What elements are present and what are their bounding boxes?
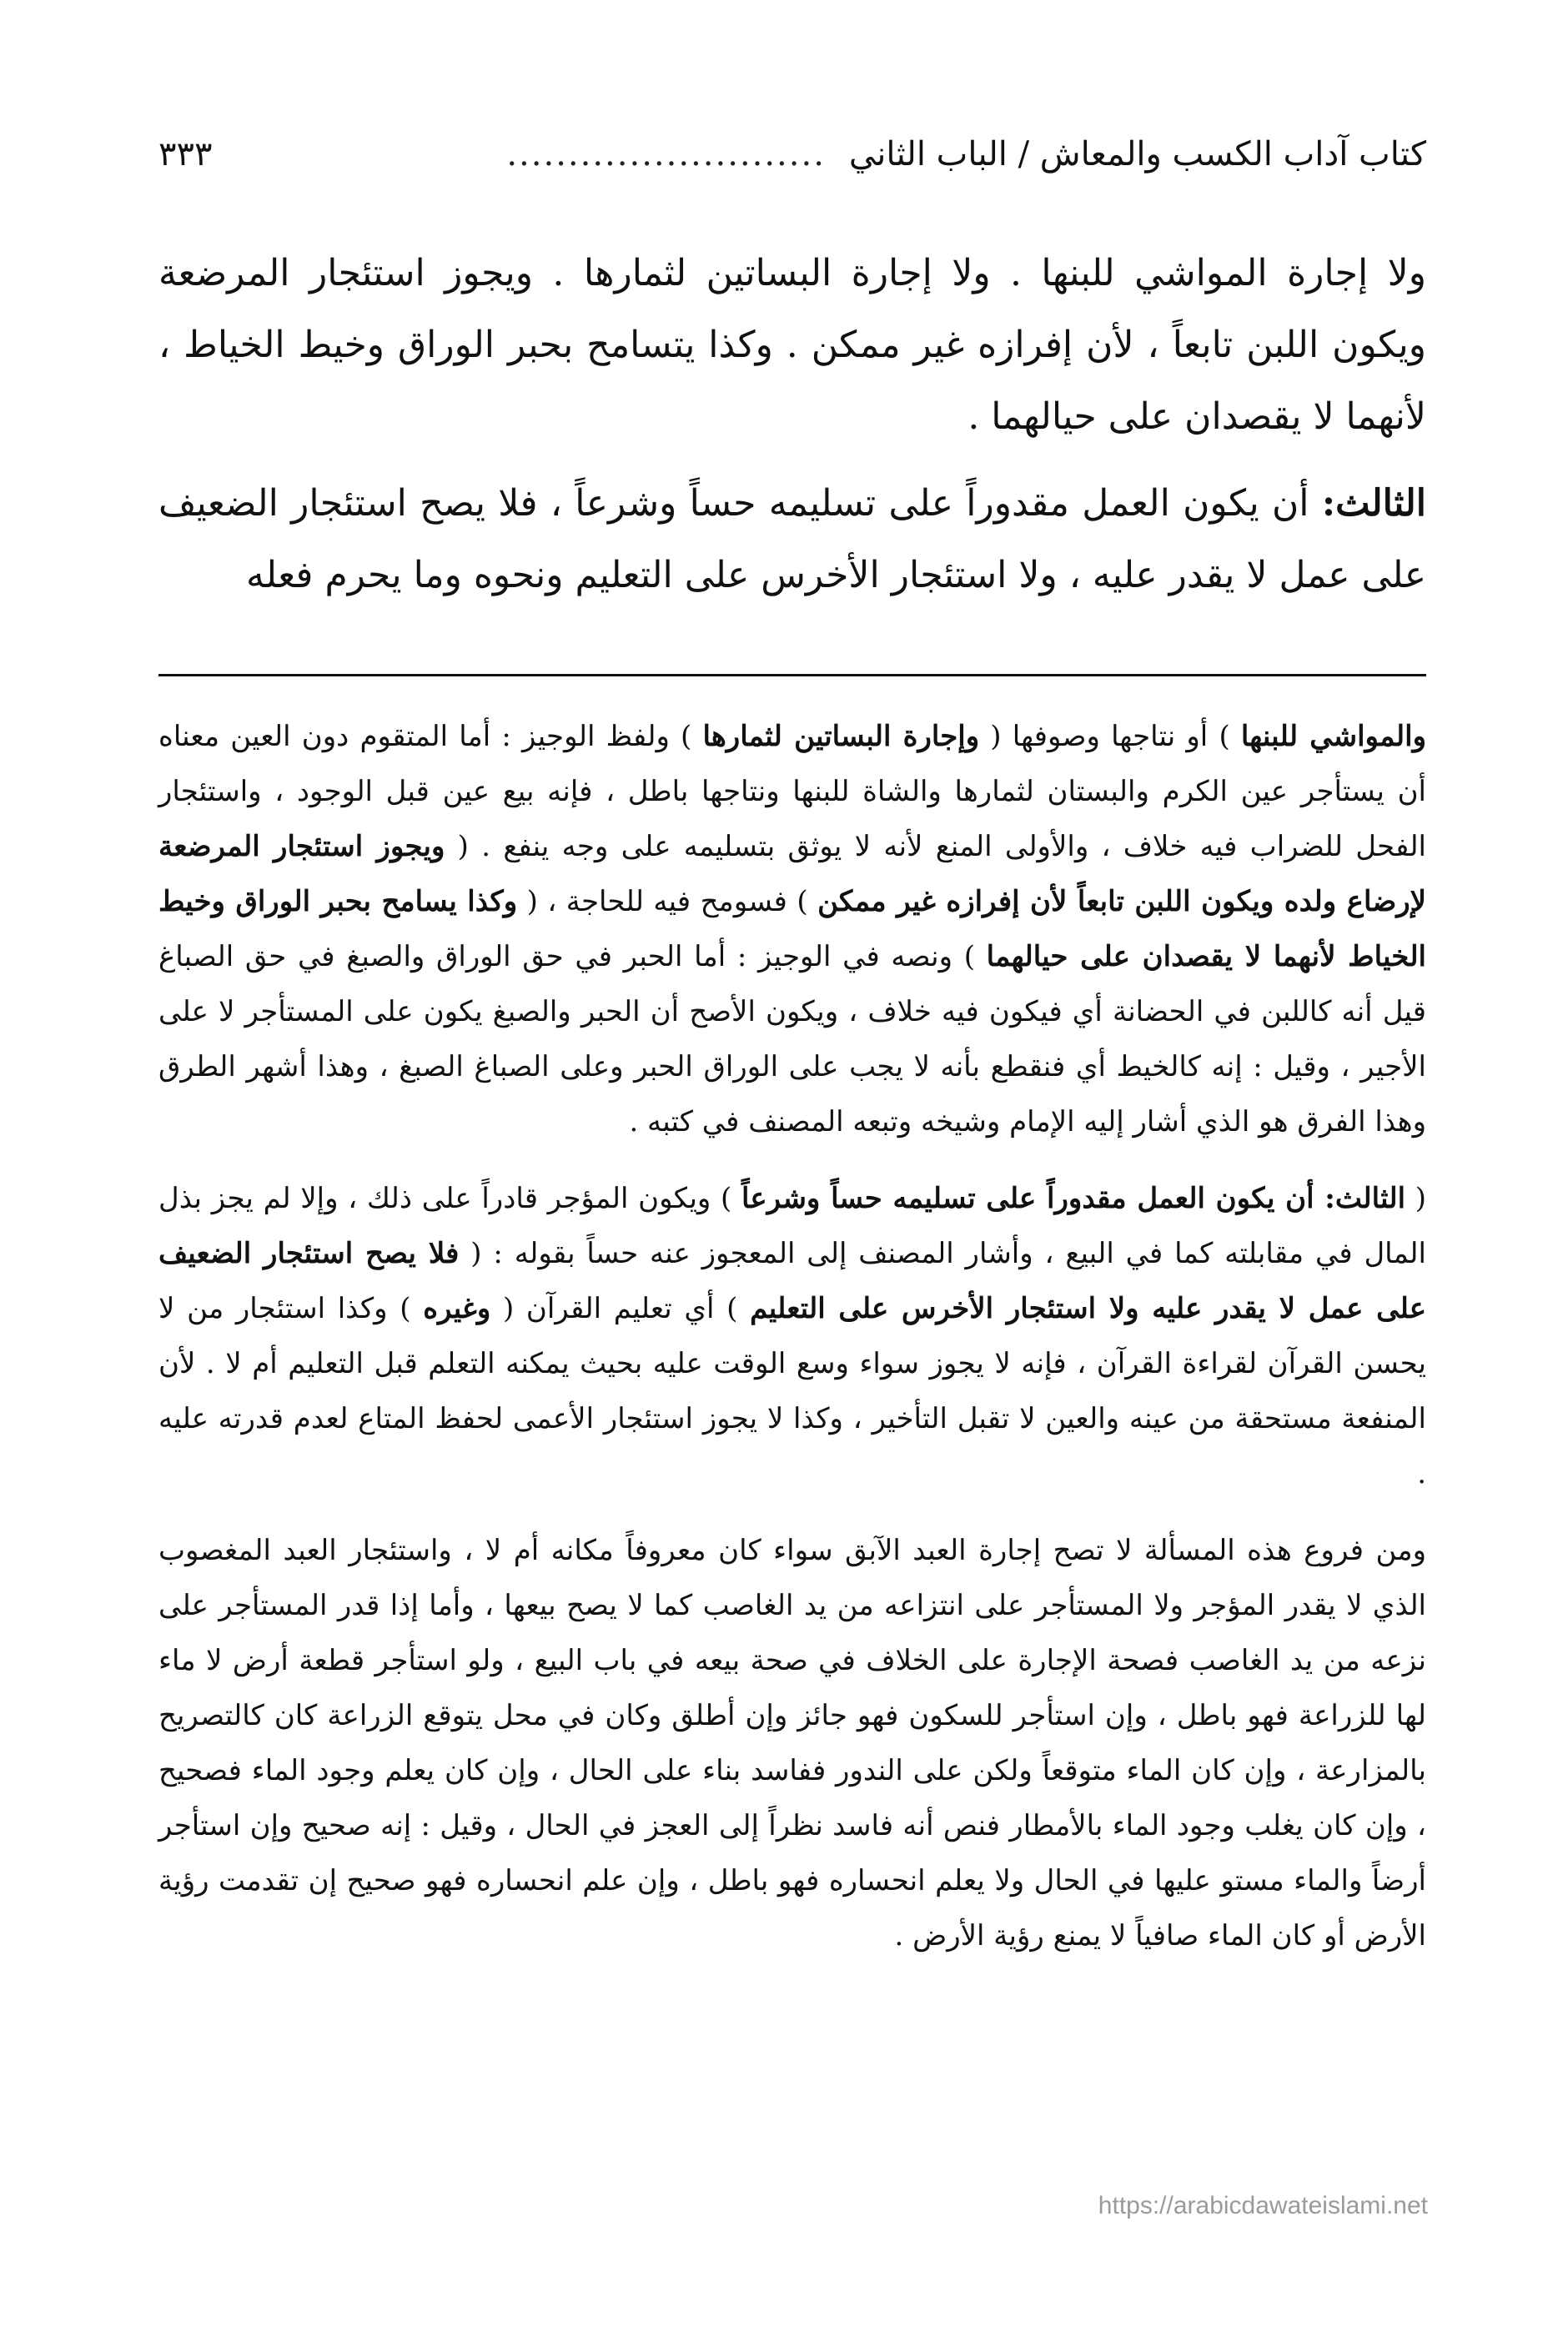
commentary-run: ) وكذا استئجار من لا يحسن القرآن لقراءة القرآن ، فإنه لا يجوز سواء وسع الوقت عليه بحيث يمكنه التعلم قبل التعليم أم لا . لأن المنفعة مستحقة من عينه والعين لا تقبل التأخير ، وكذا لا يجوز استئجار الأعمى لحفظ المتاع لعدم قدرته عليه . <box>158 1292 1426 1490</box>
main-paragraph <box>158 468 1426 611</box>
main-paragraph: ولا إجارة المواشي للبنها . ولا إجارة البساتين لثمارها . ويجوز استئجار المرضعة ويكون اللبن تابعاً ، لأن إفرازه غير ممكن . وكذا يتسامح بحبر الوراق وخيط الخياط ، لأنهما لا يقصدان على حيالهما . <box>158 252 1426 438</box>
quoted-matn: والمواشي للبنها <box>1240 720 1426 753</box>
commentary-text <box>158 709 1426 1985</box>
header-leader-dots: .......................... <box>506 135 826 173</box>
section-text: أن يكون العمل مقدوراً على تسليمه حساً وشرعاً ، فلا يصح استئجار الضعيف على عمل لا يقدر عليه ، ولا استئجار الأخرس على التعليم ونحوه وما يحرم فعله <box>158 482 1426 596</box>
header-title: كتاب آداب الكسب والمعاش / الباب الثاني <box>848 135 1426 173</box>
commentary-paragraph <box>158 709 1426 1149</box>
section-lead: الثالث: <box>1321 482 1426 525</box>
running-header <box>158 125 1426 183</box>
commentary-run: ) ولفظ الوجيز : أما المتقوم دون العين معناه أن يستأجر عين الكرم والبستان لثمارها والشاة للبنها ونتاجها باطل ، فإنه بيع عين قبل الوجود ، واستئجار الفحل للضراب فيه خلاف ، والأولى المنع لأنه لا يوثق بتسليمه على وجه ينفع . ( <box>158 720 1426 863</box>
commentary-run: ) ونصه في الوجيز : أما الحبر في حق الوراق والصبغ في حق الصباغ قيل أنه كاللبن في الحضانة أي فيكون فيه خلاف ، ويكون الأصح أن الحبر والصبغ يكون على المستأجر لا على الأجير ، وقيل : إنه كالخيط أي فنقطع بأنه لا يجب على الوراق الحبر وعلى الصباغ الصبغ ، وهذا أشهر الطرق وهذا الفرق هو الذي أشار إليه الإمام وشيخه وتبعه المصنف في كتبه . <box>158 940 1426 1138</box>
commentary-run: ) أو نتاجها وصوفها ( <box>979 720 1241 753</box>
watermark-url: https://arabicdawateislami.net <box>1098 2192 1428 2219</box>
quoted-matn: فلا يصح استئجار الضعيف على عمل لا يقدر عليه ولا استئجار الأخرس على التعليم <box>158 1237 1426 1325</box>
commentary-paragraph: ومن فروع هذه المسألة لا تصح إجارة العبد الآبق سواء كان معروفاً مكانه أم لا ، واستئجار العبد المغصوب الذي لا يقدر المؤجر ولا المستأجر على انتزاعه من يد الغاصب كما لا يصح بيعها ، وأما إذا قدر المستأجر على نزعه من يد الغاصب فصحة الإجارة على الخلاف في صحة بيعه في باب البيع ، ولو استأجر قطعة أرض لا ماء لها للزراعة فهو باطل ، وإن استأجر للسكون فهو جائز وإن أطلق وكان في محل يتوقع الزراعة كان كالتصريح بالمزارعة ، وإن كان الماء متوقعاً ولكن على الندور ففاسد بناء على الحال ، وإن كان يعلم وجود الماء فصحيح ، وإن كان يغلب وجود الماء بالأمطار فنص أنه فاسد نظراً إلى العجز في الحال ، وقيل : إنه صحيح وإن استأجر أرضاً والماء مستو عليها في الحال ولا يعلم انحساره فهو باطل ، وإن علم انحساره فهو صحيح إن تقدمت رؤية الأرض أو كان الماء صافياً لا يمنع رؤية الأرض . <box>158 1534 1427 1953</box>
commentary-paragraph <box>158 1171 1426 1501</box>
main-text <box>158 238 1426 611</box>
quoted-matn: وكذا يسامح بحبر الوراق وخيط الخياط لأنهما لا يقصدان على حيالهما <box>158 885 1427 973</box>
quoted-matn: ويجوز استئجار المرضعة لإرضاع ولده ويكون اللبن تابعاً لأن إفرازه غير ممكن <box>158 830 1427 918</box>
commentary-run: ( <box>1405 1182 1427 1215</box>
commentary-run: ) أي تعليم القرآن ( <box>490 1292 751 1325</box>
commentary-run: ) فسومح فيه للحاجة ، ( <box>517 885 818 918</box>
quoted-matn: وغيره <box>423 1292 491 1325</box>
footnote-divider <box>158 674 1426 676</box>
quoted-matn: الثالث: أن يكون العمل مقدوراً على تسليمه حساً وشرعاً <box>741 1182 1406 1215</box>
page-number: ٣٣٣ <box>158 135 213 173</box>
quoted-matn: وإجارة البساتين لثمارها <box>702 720 980 753</box>
commentary-run: ) ويكون المؤجر قادراً على ذلك ، وإلا لم يجز بذل المال في مقابلته كما في البيع ، وأشار المصنف إلى المعجوز عنه حساً بقوله : ( <box>158 1182 1426 1270</box>
